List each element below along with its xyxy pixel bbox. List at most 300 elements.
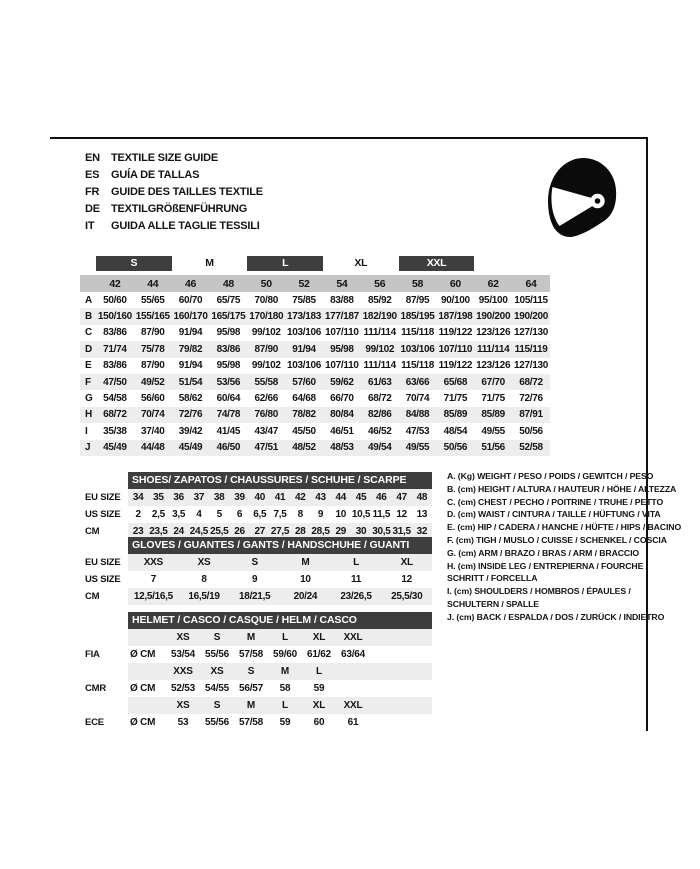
legend-line: E. (cm) HIP / CADERA / HANCHE / HÜFTE / HIPS / BACINO [447,522,682,533]
measurement-value: 46/52 [367,425,392,437]
certification-label: CMR [85,683,107,694]
measurement-row [80,374,550,390]
shoes-side-labels [85,472,128,540]
helmet-size-value: 60 [313,717,325,728]
measurement-value: 173/183 [285,308,323,324]
measurement-value: 87/90 [140,327,165,339]
shoes-row [128,489,432,506]
measurement-value: 123/126 [476,360,511,372]
measurement-value: 91/94 [178,327,203,339]
language-guide-title: TEXTILE SIZE GUIDE [111,152,219,164]
shoes-value: 28 [294,526,306,537]
measurement-value: 50/60 [103,294,127,306]
measurement-value: 53/56 [209,374,247,390]
measurement-value: 75/85 [292,294,316,306]
shoes-value: 25,5 [210,526,229,537]
legend-line: H. (cm) INSIDE LEG / ENTREPIERNA / FOURCHE / [447,560,648,571]
helmet-size-label: L [316,666,322,677]
shoes-value: 39 [234,492,245,503]
shoes-value: 35 [153,492,164,503]
row-letter: F [80,374,96,390]
language-row [85,218,263,235]
row-filler [370,680,432,697]
measurement-value: 119/122 [438,360,473,372]
shoes-row-label: US SIZE [85,509,121,520]
helmet-size-label: S [213,700,221,711]
legend-line: SCHULTERN / SPALLE [447,598,539,609]
measurement-row [80,292,550,308]
shoes-value: 42 [294,492,306,503]
helmet-size-label: S [213,632,221,643]
measurement-value: 56/60 [140,393,165,405]
legend-line: I. (cm) SHOULDERS / HOMBROS / ÉPAULES / [447,586,631,597]
helmet-size-row [128,697,432,714]
shoes-value: 36 [173,492,184,503]
eu-size-value: 48 [209,275,247,292]
measurement-value: 70/80 [254,294,278,306]
measurement-row [80,423,550,439]
helmet-value-row [128,714,432,731]
measurement-value: 119/122 [438,327,473,339]
spacer [85,629,128,646]
measurement-value: 115/118 [401,360,435,372]
row-letter: I [85,425,88,437]
shoes-block [85,472,432,540]
shoes-value: 4 [196,509,202,520]
helmet-size-value: 59 [279,717,291,728]
measurement-value: 103/106 [287,360,322,372]
measurement-value: 58/62 [178,393,203,405]
measurement-value: 107/110 [325,327,359,339]
shoes-value: 8 [297,509,303,520]
measurement-value: 60/70 [178,294,203,306]
row-filler [370,697,432,714]
measurement-value: 35/38 [103,425,127,437]
measurement-value: 103/106 [399,341,437,357]
measurement-value: 87/91 [512,407,550,423]
helmet-size-label: M [246,700,256,711]
measurement-value: 67/70 [474,374,512,390]
measurement-value: 72/76 [172,407,210,423]
size-group-label: XXL [399,256,475,271]
helmet-size-value [336,680,370,697]
shoes-table [128,472,432,540]
measurement-value: 115/118 [401,327,435,339]
measurement-value: 155/165 [134,308,172,324]
measurement-value: 68/72 [512,374,550,390]
measurement-value: 50/56 [436,440,474,456]
shoes-value: 5 [216,509,222,520]
size-group [172,256,248,275]
measurement-value: 63/66 [399,374,437,390]
gloves-row-label: CM [85,591,100,602]
measurement-value: 70/74 [134,407,172,423]
measurement-value: 87/90 [247,341,285,357]
shoes-value: 6,5 [253,509,267,520]
shoes-value: 24,5 [189,526,209,537]
size-group-dark [247,256,323,275]
frame-right-rule [646,137,648,731]
language-row [85,201,263,218]
frame-top-rule [50,137,647,139]
measurement-value: 190/200 [474,308,512,324]
gloves-row [128,588,432,605]
measurement-value: 71/74 [96,341,134,357]
gloves-value: 16,5/19 [188,591,220,602]
legend-line: G. (cm) ARM / BRAZO / BRAS / ARM / BRACCIO [447,547,640,558]
shoes-value: 48 [416,492,428,503]
shoes-value: 31,5 [392,526,411,537]
measurement-value: 95/100 [478,294,508,306]
helmet-size-label: XS [176,700,190,711]
shoes-value: 47 [396,492,407,503]
measurement-value: 52/58 [512,440,550,456]
shoes-value: 40 [254,492,265,503]
measurement-value: 47/50 [96,374,134,390]
measurement-value: 99/102 [251,360,281,372]
measurement-value: 60/64 [216,393,241,405]
measurement-value: 49/55 [399,440,437,456]
eu-size-value: 54 [323,275,361,292]
gloves-value: 11 [351,574,362,585]
measurement-row [80,390,550,406]
shoes-value: 10 [335,509,347,520]
measurement-value: 43/47 [254,425,278,437]
measurement-value: 45/49 [96,440,134,456]
measurement-value: 123/126 [476,327,511,339]
measurement-value: 65/68 [436,374,474,390]
helmet-size-value: 57/58 [238,649,264,660]
size-group-label: XL [354,257,368,269]
measurement-row [80,325,550,341]
shoes-value: 28,5 [311,526,330,537]
gloves-value: 9 [252,574,258,585]
shoes-table-title: SHOES/ ZAPATOS / CHAUSSURES / SCHUHE / SCARPE [128,472,432,489]
spacer [85,663,128,680]
measurement-value: 80/84 [323,407,361,423]
helmet-table [128,612,432,731]
helmet-size-label: M [246,632,256,643]
measurement-row [80,308,550,324]
measurement-value: 160/170 [172,308,210,324]
measurement-value: 95/98 [323,341,361,357]
measurement-value: 107/110 [436,341,474,357]
measurement-value: 68/72 [367,393,392,405]
eu-size-value: 50 [247,275,285,292]
size-row-spacer [128,697,166,714]
shoes-value: 29 [335,526,347,537]
helmet-size-value: 57/58 [238,717,264,728]
helmet-size-value: 61/62 [306,649,332,660]
measurement-value: 39/42 [178,425,203,437]
shoes-value: 30 [355,526,367,537]
helmet-table-title: HELMET / CASCO / CASQUE / HELM / CASCO [128,612,432,629]
gloves-row [128,571,432,588]
measurement-value: 49/54 [361,440,399,456]
measurement-value: 87/90 [140,360,165,372]
measurement-value: 111/114 [474,341,512,357]
measurement-value: 79/82 [172,341,210,357]
measurement-value: 55/65 [140,294,165,306]
language-row [85,167,263,184]
textile-size-table-body [80,256,550,456]
helmet-icon [538,156,620,240]
measurement-value: 85/92 [367,294,392,306]
helmet-size-label: XL [312,632,326,643]
size-group-label: M [205,257,214,269]
legend-line: J. (cm) BACK / ESPALDA / DOS / ZURÜCK / INDIETRO [447,611,665,622]
measurement-value: 57/60 [285,374,323,390]
size-group-dark [96,256,172,275]
eu-size-value: 52 [285,275,323,292]
helmet-size-value: 58 [279,683,291,694]
measurement-value: 62/66 [254,393,278,405]
shoes-row-label: CM [85,526,100,537]
gloves-value: 12 [401,574,412,585]
measurement-value: 49/55 [481,425,505,437]
helmet-size-value: 54/55 [204,683,230,694]
row-filler [370,714,432,731]
legend-line: B. (cm) HEIGHT / ALTURA / HAUTEUR / HÖHE / ALTEZZA [447,483,677,494]
textile-size-table [80,256,550,456]
measurement-value: 111/114 [363,327,396,339]
measurement-value: 72/76 [519,393,543,405]
measurement-value: 65/75 [216,294,241,306]
measurement-value: 90/100 [440,294,470,306]
measurement-legend [447,470,682,624]
helmet-size-label: XXL [343,700,363,711]
measurement-value: 75/78 [134,341,172,357]
gloves-value: 20/24 [293,591,318,602]
helmet-block [85,612,432,731]
corner-cell [80,275,96,292]
language-code: IT [85,220,95,232]
gloves-side-labels [85,537,128,605]
shoes-value: 27 [254,526,265,537]
eu-size-value: 46 [172,275,210,292]
shoes-value: 2 [135,509,141,520]
size-row-spacer [128,629,166,646]
measurement-value: 111/114 [363,360,396,372]
language-code: DE [85,203,100,215]
gloves-value: 10 [300,574,311,585]
helmet-size-label: S [247,666,255,677]
measurement-value: 83/86 [209,341,247,357]
measurement-value: 45/50 [292,425,316,437]
helmet-size-value: 63/64 [340,649,366,660]
measurement-value: 103/106 [287,327,322,339]
helmet-size-value: 56/57 [238,683,264,694]
measurement-value: 82/86 [361,407,399,423]
row-letter: E [85,360,92,372]
shoes-value: 38 [213,492,225,503]
measurement-value: 84/88 [399,407,437,423]
measurement-value: 59/62 [323,374,361,390]
helmet-size-value: 55/56 [204,717,230,728]
eu-size-value: 42 [96,275,134,292]
measurement-value: 91/94 [285,341,323,357]
gloves-block [85,537,432,605]
gloves-row-label: US SIZE [85,574,121,585]
eu-size-value: 58 [399,275,437,292]
helmet-size-label: XL [312,700,326,711]
measurement-row [80,341,550,357]
shoes-value: 43 [315,492,326,503]
measurement-value: 70/74 [405,393,430,405]
language-guide-title: GUIDE DES TAILLES TEXTILE [111,186,263,198]
measurement-value: 83/88 [330,294,354,306]
measurement-value: 37/40 [140,425,165,437]
measurement-value: 99/102 [251,327,281,339]
measurement-value: 68/72 [96,407,134,423]
measurement-value: 48/54 [443,425,468,437]
gloves-value: 23/26,5 [340,591,372,602]
language-code: EN [85,152,100,164]
diameter-unit: Ø CM [130,649,156,660]
row-letter: C [85,327,92,339]
helmet-size-value: 53 [177,717,189,728]
row-filler [370,629,432,646]
shoes-value: 13 [416,509,428,520]
gloves-table-title: GLOVES / GUANTES / GANTS / HANDSCHUHE / GUANTI [128,537,432,554]
helmet-size-value: 61 [347,717,359,728]
shoes-value: 27,5 [270,526,290,537]
measurement-value: 76/80 [247,407,285,423]
certification-label: ECE [85,717,104,728]
gloves-value: S [251,557,258,568]
size-group-row [80,256,550,275]
shoes-value: 30,5 [372,526,391,537]
measurement-value: 127/130 [514,327,549,339]
eu-size-value: 60 [436,275,474,292]
measurement-row [80,407,550,423]
measurement-value: 95/98 [216,327,241,339]
gloves-value: L [353,557,359,568]
measurement-value: 78/82 [285,407,323,423]
gloves-value: XS [197,557,211,568]
shoes-row-label: EU SIZE [85,492,121,503]
measurement-value: 182/190 [361,308,399,324]
gloves-value: 7 [150,574,156,585]
helmet-size-label: XXS [173,666,193,677]
measurement-value: 51/54 [172,374,210,390]
shoes-value: 41 [274,492,286,503]
shoes-value: 10,5 [351,509,371,520]
eu-size-value: 56 [361,275,399,292]
language-code: FR [85,186,100,198]
gloves-value: 25,5/30 [391,591,423,602]
measurement-value: 105/115 [514,294,548,306]
language-row [85,150,263,167]
gloves-table [128,537,432,605]
measurement-value: 170/180 [247,308,285,324]
shoes-value: 45 [355,492,367,503]
measurement-value: 44/48 [134,440,172,456]
shoes-value: 12 [396,509,407,520]
measurement-value: 64/68 [292,393,316,405]
measurement-value: 185/195 [399,308,437,324]
certification-label: FIA [85,649,100,660]
helmet-size-label: M [280,666,290,677]
legend-line: F. (cm) TIGH / MUSLO / CUISSE / SCHENKEL / COSCIA [447,534,667,545]
size-group [474,256,512,275]
shoes-value: 32 [416,526,428,537]
language-guide-title: GUÍA DE TALLAS [111,169,200,181]
row-letter: H [80,407,96,423]
gloves-value: 8 [201,574,207,585]
shoes-value: 11,5 [372,509,391,520]
measurement-value: 51/56 [474,440,512,456]
shoes-value: 37 [193,492,205,503]
measurement-value: 91/94 [178,360,203,372]
size-row-spacer [128,663,166,680]
measurement-value: 66/70 [330,393,354,405]
gloves-row [128,554,432,571]
diameter-unit: Ø CM [130,683,156,694]
eu-size-value: 62 [474,275,512,292]
helmet-size-value: 53/54 [170,649,196,660]
measurement-value: 85/89 [436,407,474,423]
eu-size-value: 44 [134,275,172,292]
row-letter: D [80,341,96,357]
gloves-row-label: EU SIZE [85,557,121,568]
helmet-size-value: 59/60 [272,649,298,660]
shoes-value: 7,5 [273,509,287,520]
helmet-size-label: XXL [343,632,363,643]
measurement-value: 74/78 [209,407,247,423]
measurement-value: 115/119 [512,341,550,357]
helmet-size-label: L [282,632,288,643]
measurement-value: 107/110 [325,360,359,372]
measurement-value: 99/102 [361,341,399,357]
helmet-size-value: 52/53 [170,683,196,694]
row-letter: G [85,393,93,405]
row-filler [370,663,432,680]
measurement-value: 61/63 [361,374,399,390]
measurement-value: 48/53 [323,440,361,456]
spacer [85,697,128,714]
row-letter: B [80,308,96,324]
helmet-size-row [128,663,432,680]
measurement-value: 165/175 [209,308,247,324]
measurement-value: 50/56 [519,425,543,437]
measurement-value: 187/198 [436,308,474,324]
helmet-value-row [128,646,432,663]
shoes-value: 2,5 [151,509,165,520]
measurement-value: 150/160 [96,308,134,324]
measurement-value: 83/86 [103,360,127,372]
shoes-value: 23 [132,526,144,537]
eu-size-value: 64 [512,275,550,292]
size-group [323,256,399,275]
helmet-size-label: XS [210,666,224,677]
gloves-value: 18/21,5 [239,591,271,602]
shoes-row [128,506,432,523]
shoes-value: 44 [335,492,347,503]
measurement-value: 83/86 [103,327,127,339]
measurement-value: 71/75 [481,393,505,405]
language-row [85,184,263,201]
legend-line: A. (Kg) WEIGHT / PESO / POIDS / GEWITCH / PESO [447,471,654,481]
gloves-value: 12,5/16,5 [133,591,173,602]
measurement-value: 71/75 [443,393,468,405]
shoes-value: 9 [317,509,324,520]
helmet-size-label [336,663,370,680]
measurement-row [80,358,550,374]
language-list [85,150,263,235]
helmet-size-value: 59 [313,683,325,694]
row-letter: A [85,294,92,306]
